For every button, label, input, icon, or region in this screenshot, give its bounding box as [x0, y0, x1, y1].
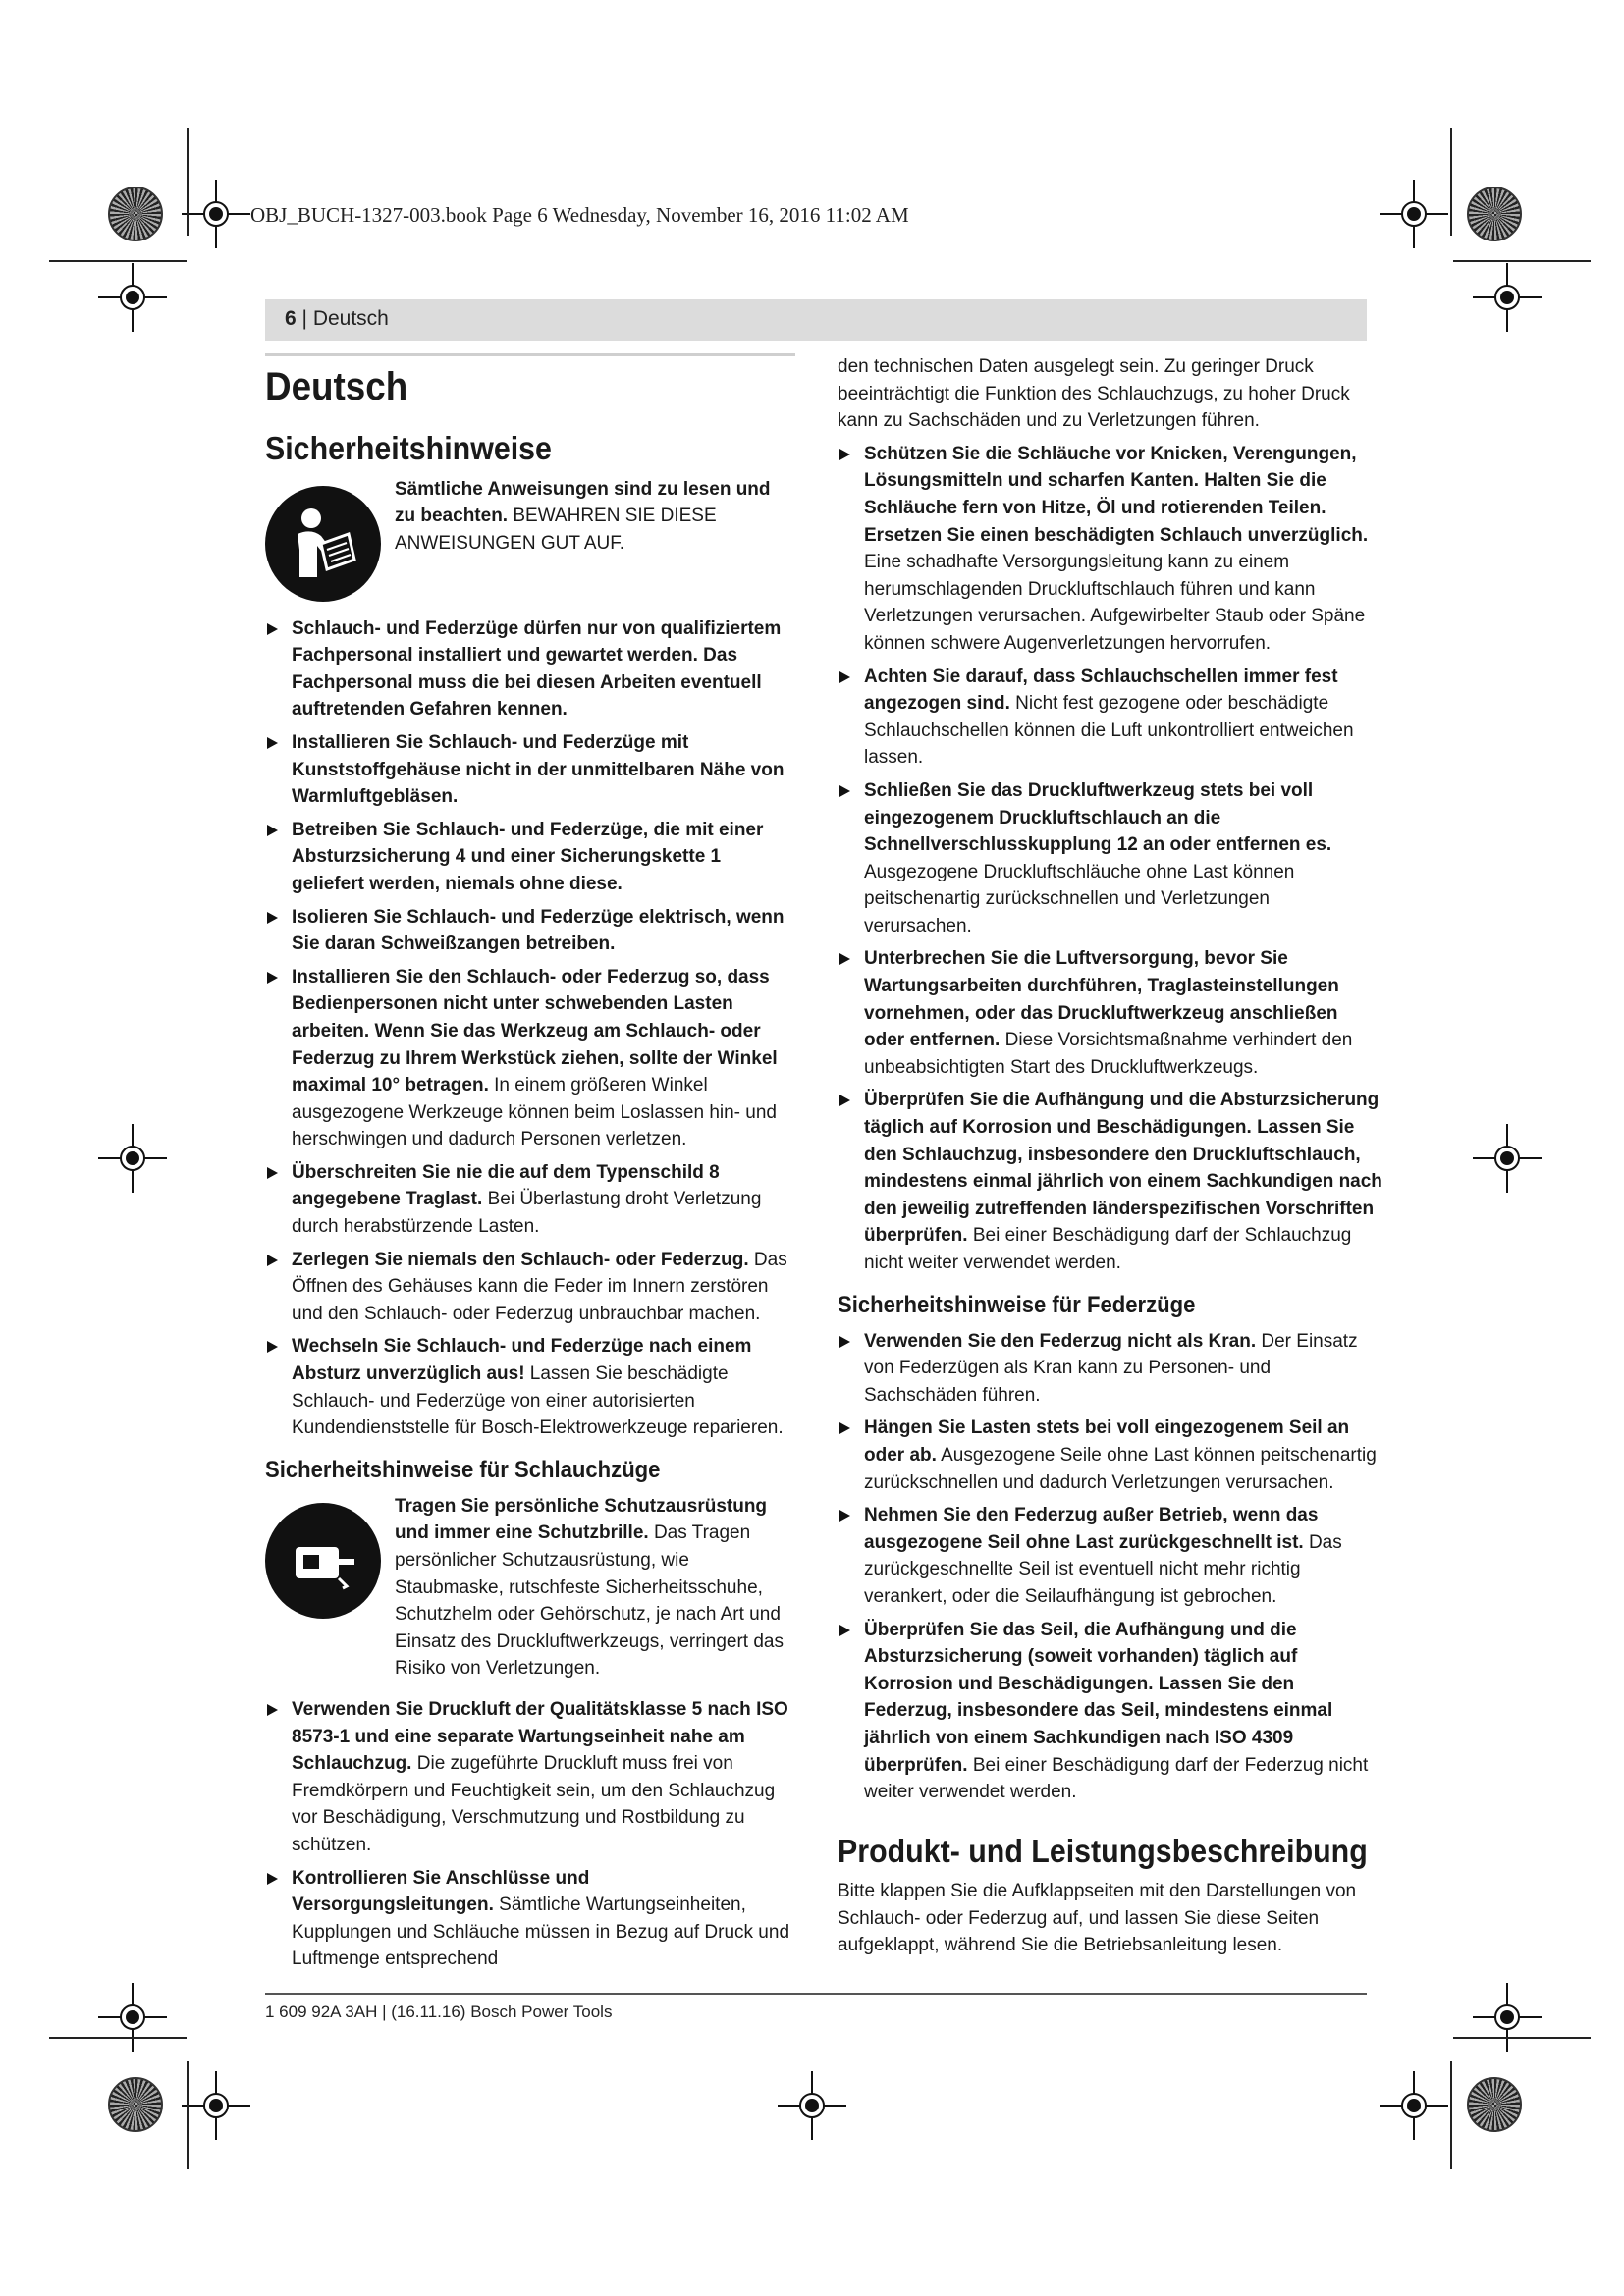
bullet-triangle-icon — [267, 737, 278, 749]
safety-item: Nehmen Sie den Federzug außer Betrieb, wenn das ausgezogene Seil ohne Last zurückgeschnellt ist. Das zurückgeschnellte Seil ist eventuell nicht mehr richtig verankert, oder die Seilaufhängung ist gebrochen. — [838, 1502, 1382, 1610]
printer-info-line: OBJ_BUCH-1327-003.book Page 6 Wednesday, November 16, 2016 11:02 AM — [250, 203, 909, 227]
footer-rule — [265, 1993, 1367, 1995]
column-top-rule — [265, 353, 795, 356]
safety-item: Installieren Sie den Schlauch- oder Federzug so, dass Bedienpersonen nicht unter schwebenden Lasten arbeiten. Wenn Sie das Werkzeug am Schlauch- oder Federzug zu Ihrem Werkstück ziehen, sollte der Winkel maximal 10° betragen. In einem größeren Winkel ausgezogene Werkzeuge können beim Loslassen hin- und herschwingen und dadurch Personen verletzen. — [265, 964, 795, 1153]
bullet-triangle-icon — [839, 449, 850, 460]
safety-item: Schlauch- und Federzüge dürfen nur von qualifiziertem Fachpersonal installiert und gewartet werden. Das Fachpersonal muss die bei diesen Arbeiten eventuell auftretenden Gefahren kennen. — [265, 615, 795, 723]
read-manual-notice — [265, 476, 795, 602]
read-manual-icon — [265, 486, 381, 602]
right-column — [838, 353, 1382, 1959]
color-registration-mark-top-right — [1467, 187, 1522, 241]
bullet-triangle-icon — [267, 912, 278, 924]
bullet-triangle-icon — [267, 825, 278, 836]
page-number: 6 — [285, 307, 297, 330]
safety-item: Überprüfen Sie das Seil, die Aufhängung und die Absturzsicherung (soweit vorhanden) täglich auf Korrosion und Beschädigungen. Lassen Sie den Federzug, insbesondere das Seil, mindestens einmal jährlich von einem Sachkundigen nach ISO 4309 überprüfen. Bei einer Beschädigung darf der Federzug nicht weiter verwendet werden. — [838, 1617, 1382, 1806]
safety-item: Verwenden Sie Druckluft der Qualitätsklasse 5 nach ISO 8573-1 und eine separate Wartungseinheit nahe am Schlauchzug. Die zugeführte Druckluft muss frei von Fremdkörpern und Feuchtigkeit sein, um den Schlauchzug vor Beschädigung, Verschmutzung und Rostbildung zu schützen. — [265, 1696, 795, 1859]
bullet-triangle-icon — [839, 671, 850, 683]
goggles-text: Tragen Sie persönliche Schutzausrüstung und immer eine Schutzbrille. Das Tragen persönlicher Schutzausrüstung, wie Staubmaske, rutschfeste Sicherheitsschuhe, Schutzhelm oder Gehörschutz, je nach Art und Einsatz des Druckluftwerkzeugs, verringert das Risiko von Verletzungen. — [395, 1495, 784, 1680]
safety-item: Überprüfen Sie die Aufhängung und die Absturzsicherung täglich auf Korrosion und Beschädigungen. Lassen Sie den Schlauchzug, insbesondere den Druckluftschlauch, mindestens einmal jährlich von einem Sachkundigen nach den jeweilig zutreffenden länderspezifischen Vorschriften überprüfen. Bei einer Beschädigung darf der Schlauchzug nicht weiter verwendet werden. — [838, 1087, 1382, 1276]
safety-item: Kontrollieren Sie Anschlüsse und Versorgungsleitungen. Sämtliche Wartungseinheiten, Kupplungen und Schläuche müssen in Bezug auf Druck und Luftmenge entsprechend — [265, 1865, 795, 1973]
bullet-triangle-icon — [839, 1336, 850, 1348]
crop-line — [1453, 260, 1591, 262]
registration-mark-bottom-right — [1380, 2071, 1448, 2140]
safety-item: Hängen Sie Lasten stets bei voll eingezogenem Seil an oder ab. Ausgezogene Seile ohne Last können peitschenartig zurückschnellen und dadurch Verletzungen verursachen. — [838, 1415, 1382, 1496]
registration-mark-right-middle — [1473, 1124, 1542, 1193]
color-registration-mark-top-left — [108, 187, 163, 241]
registration-mark-left-lower — [98, 1983, 167, 2052]
bullet-triangle-icon — [839, 1625, 850, 1636]
safety-item: Betreiben Sie Schlauch- und Federzüge, die mit einer Absturzsicherung 4 und einer Sicherungskette 1 geliefert werden, niemals ohne diese. — [265, 817, 795, 898]
safety-item: Schützen Sie die Schläuche vor Knicken, Verengungen, Lösungsmitteln und scharfen Kanten. Halten Sie die Schläuche fern von Hitze, Öl und rotierenden Teilen. Ersetzen Sie einen beschädigten Schlauch unverzüglich. Eine schadhafte Versorgungsleitung kann zu einem herumschlagenden Druckluftschlauch führen und kann Verletzungen verursachen. Aufgewirbelter Staub oder Späne können schwere Augenverletzungen hervorrufen. — [838, 441, 1382, 658]
crop-line — [187, 128, 189, 236]
safety-item: Verwenden Sie den Federzug nicht als Kran. Der Einsatz von Federzügen als Kran kann zu Personen- und Sachschäden führen. — [838, 1328, 1382, 1410]
crop-line — [1453, 2037, 1591, 2039]
safety-item: Unterbrechen Sie die Luftversorgung, bevor Sie Wartungsarbeiten durchführen, Traglasteinstellungen vornehmen, oder das Druckluftwerkzeug anschließen oder entfernen. Diese Vorsichtsmaßnahme verhindert den unbeabsichtigten Start des Druckluftwerkzeugs. — [838, 945, 1382, 1081]
bullet-triangle-icon — [839, 1510, 850, 1522]
registration-mark-top-right — [1380, 180, 1448, 248]
crop-line — [187, 2061, 189, 2169]
crop-line — [49, 260, 187, 262]
subsection-title-spring-balancers: Sicherheitshinweise für Federzüge — [838, 1291, 1196, 1318]
registration-mark-left-middle — [98, 1124, 167, 1193]
color-registration-mark-bottom-right — [1467, 2077, 1522, 2132]
section-title-product-description: Produkt- und Leistungsbeschreibung — [838, 1832, 1368, 1869]
page-title: Deutsch — [265, 365, 408, 408]
continuation-paragraph: den technischen Daten ausgelegt sein. Zu geringer Druck beeinträchtigt die Funktion des Schlauchzugs, zu hoher Druck kann zu Sachschäden und zu Verletzungen führen. — [838, 356, 1350, 432]
section-title-safety: Sicherheitshinweise — [265, 430, 552, 466]
goggles-notice — [265, 1493, 795, 1682]
bullet-triangle-icon — [267, 623, 278, 635]
safety-item: Installieren Sie Schlauch- und Federzüge mit Kunststoffgehäuse nicht in der unmittelbaren Nähe von Warmluftgebläsen. — [265, 729, 795, 811]
header-text — [285, 307, 389, 331]
safety-item: Zerlegen Sie niemals den Schlauch- oder Federzug. Das Öffnen des Gehäuses kann die Feder im Innern zerstören und den Schlauch- oder Federzug unbrauchbar machen. — [265, 1247, 795, 1328]
crop-line — [1450, 128, 1452, 236]
bullet-triangle-icon — [839, 785, 850, 797]
crop-line — [49, 2037, 187, 2039]
header-language: Deutsch — [312, 307, 389, 330]
bullet-triangle-icon — [839, 1095, 850, 1106]
left-column — [265, 353, 795, 1979]
bullet-triangle-icon — [839, 1422, 850, 1434]
crop-line — [1450, 2061, 1452, 2169]
page-footer: 1 609 92A 3AH | (16.11.16) Bosch Power Tools — [265, 2002, 613, 2021]
registration-mark-left-upper — [98, 263, 167, 332]
read-manual-text: Sämtliche Anweisungen sind zu lesen und zu beachten. BEWAHREN SIE DIESE ANWEISUNGEN GUT AUF. — [395, 478, 771, 554]
registration-mark-right-lower — [1473, 1983, 1542, 2052]
registration-mark-bottom-left — [182, 2071, 250, 2140]
registration-mark-right-upper — [1473, 263, 1542, 332]
safety-item: Überschreiten Sie nie die auf dem Typenschild 8 angegebene Traglast. Bei Überlastung droht Verletzung durch herabstürzende Lasten. — [265, 1159, 795, 1241]
bullet-triangle-icon — [267, 1341, 278, 1353]
subsection-title-hose-reels: Sicherheitshinweise für Schlauchzüge — [265, 1456, 661, 1483]
bullet-triangle-icon — [267, 1873, 278, 1885]
page-header — [265, 299, 1367, 341]
product-description-paragraph: Bitte klappen Sie die Aufklappseiten mit den Darstellungen von Schlauch- oder Federzug auf, und lassen Sie diese Seiten aufgeklappt, während Sie die Betriebsanleitung lesen. — [838, 1881, 1357, 1956]
safety-item: Wechseln Sie Schlauch- und Federzüge nach einem Absturz unverzüglich aus! Lassen Sie beschädigte Schlauch- und Federzüge von einer autorisierten Kundendienststelle für Bosch-Elektrowerkzeuge reparieren. — [265, 1333, 795, 1441]
bullet-triangle-icon — [267, 972, 278, 984]
bullet-triangle-icon — [267, 1704, 278, 1716]
registration-mark-bottom-center — [778, 2071, 846, 2140]
color-registration-mark-bottom-left — [108, 2077, 163, 2132]
bullet-triangle-icon — [839, 953, 850, 965]
bullet-triangle-icon — [267, 1167, 278, 1179]
safety-goggles-icon — [265, 1503, 381, 1619]
safety-item: Achten Sie darauf, dass Schlauchschellen immer fest angezogen sind. Nicht fest gezogene oder beschädigte Schlauchschellen können die Luft unkontrolliert entweichen lassen. — [838, 664, 1382, 772]
safety-item: Isolieren Sie Schlauch- und Federzüge elektrisch, wenn Sie daran Schweißzangen betreiben. — [265, 904, 795, 958]
registration-mark-top-left — [182, 180, 250, 248]
header-separator: | — [296, 307, 313, 330]
safety-item: Schließen Sie das Druckluftwerkzeug stets bei voll eingezogenem Druckluftschlauch an die Schnellverschlusskupplung 12 an oder entfernen es. Ausgezogene Druckluftschläuche ohne Last können peitschenartig zurückschnellen und Verletzungen verursachen. — [838, 777, 1382, 940]
bullet-triangle-icon — [267, 1255, 278, 1266]
